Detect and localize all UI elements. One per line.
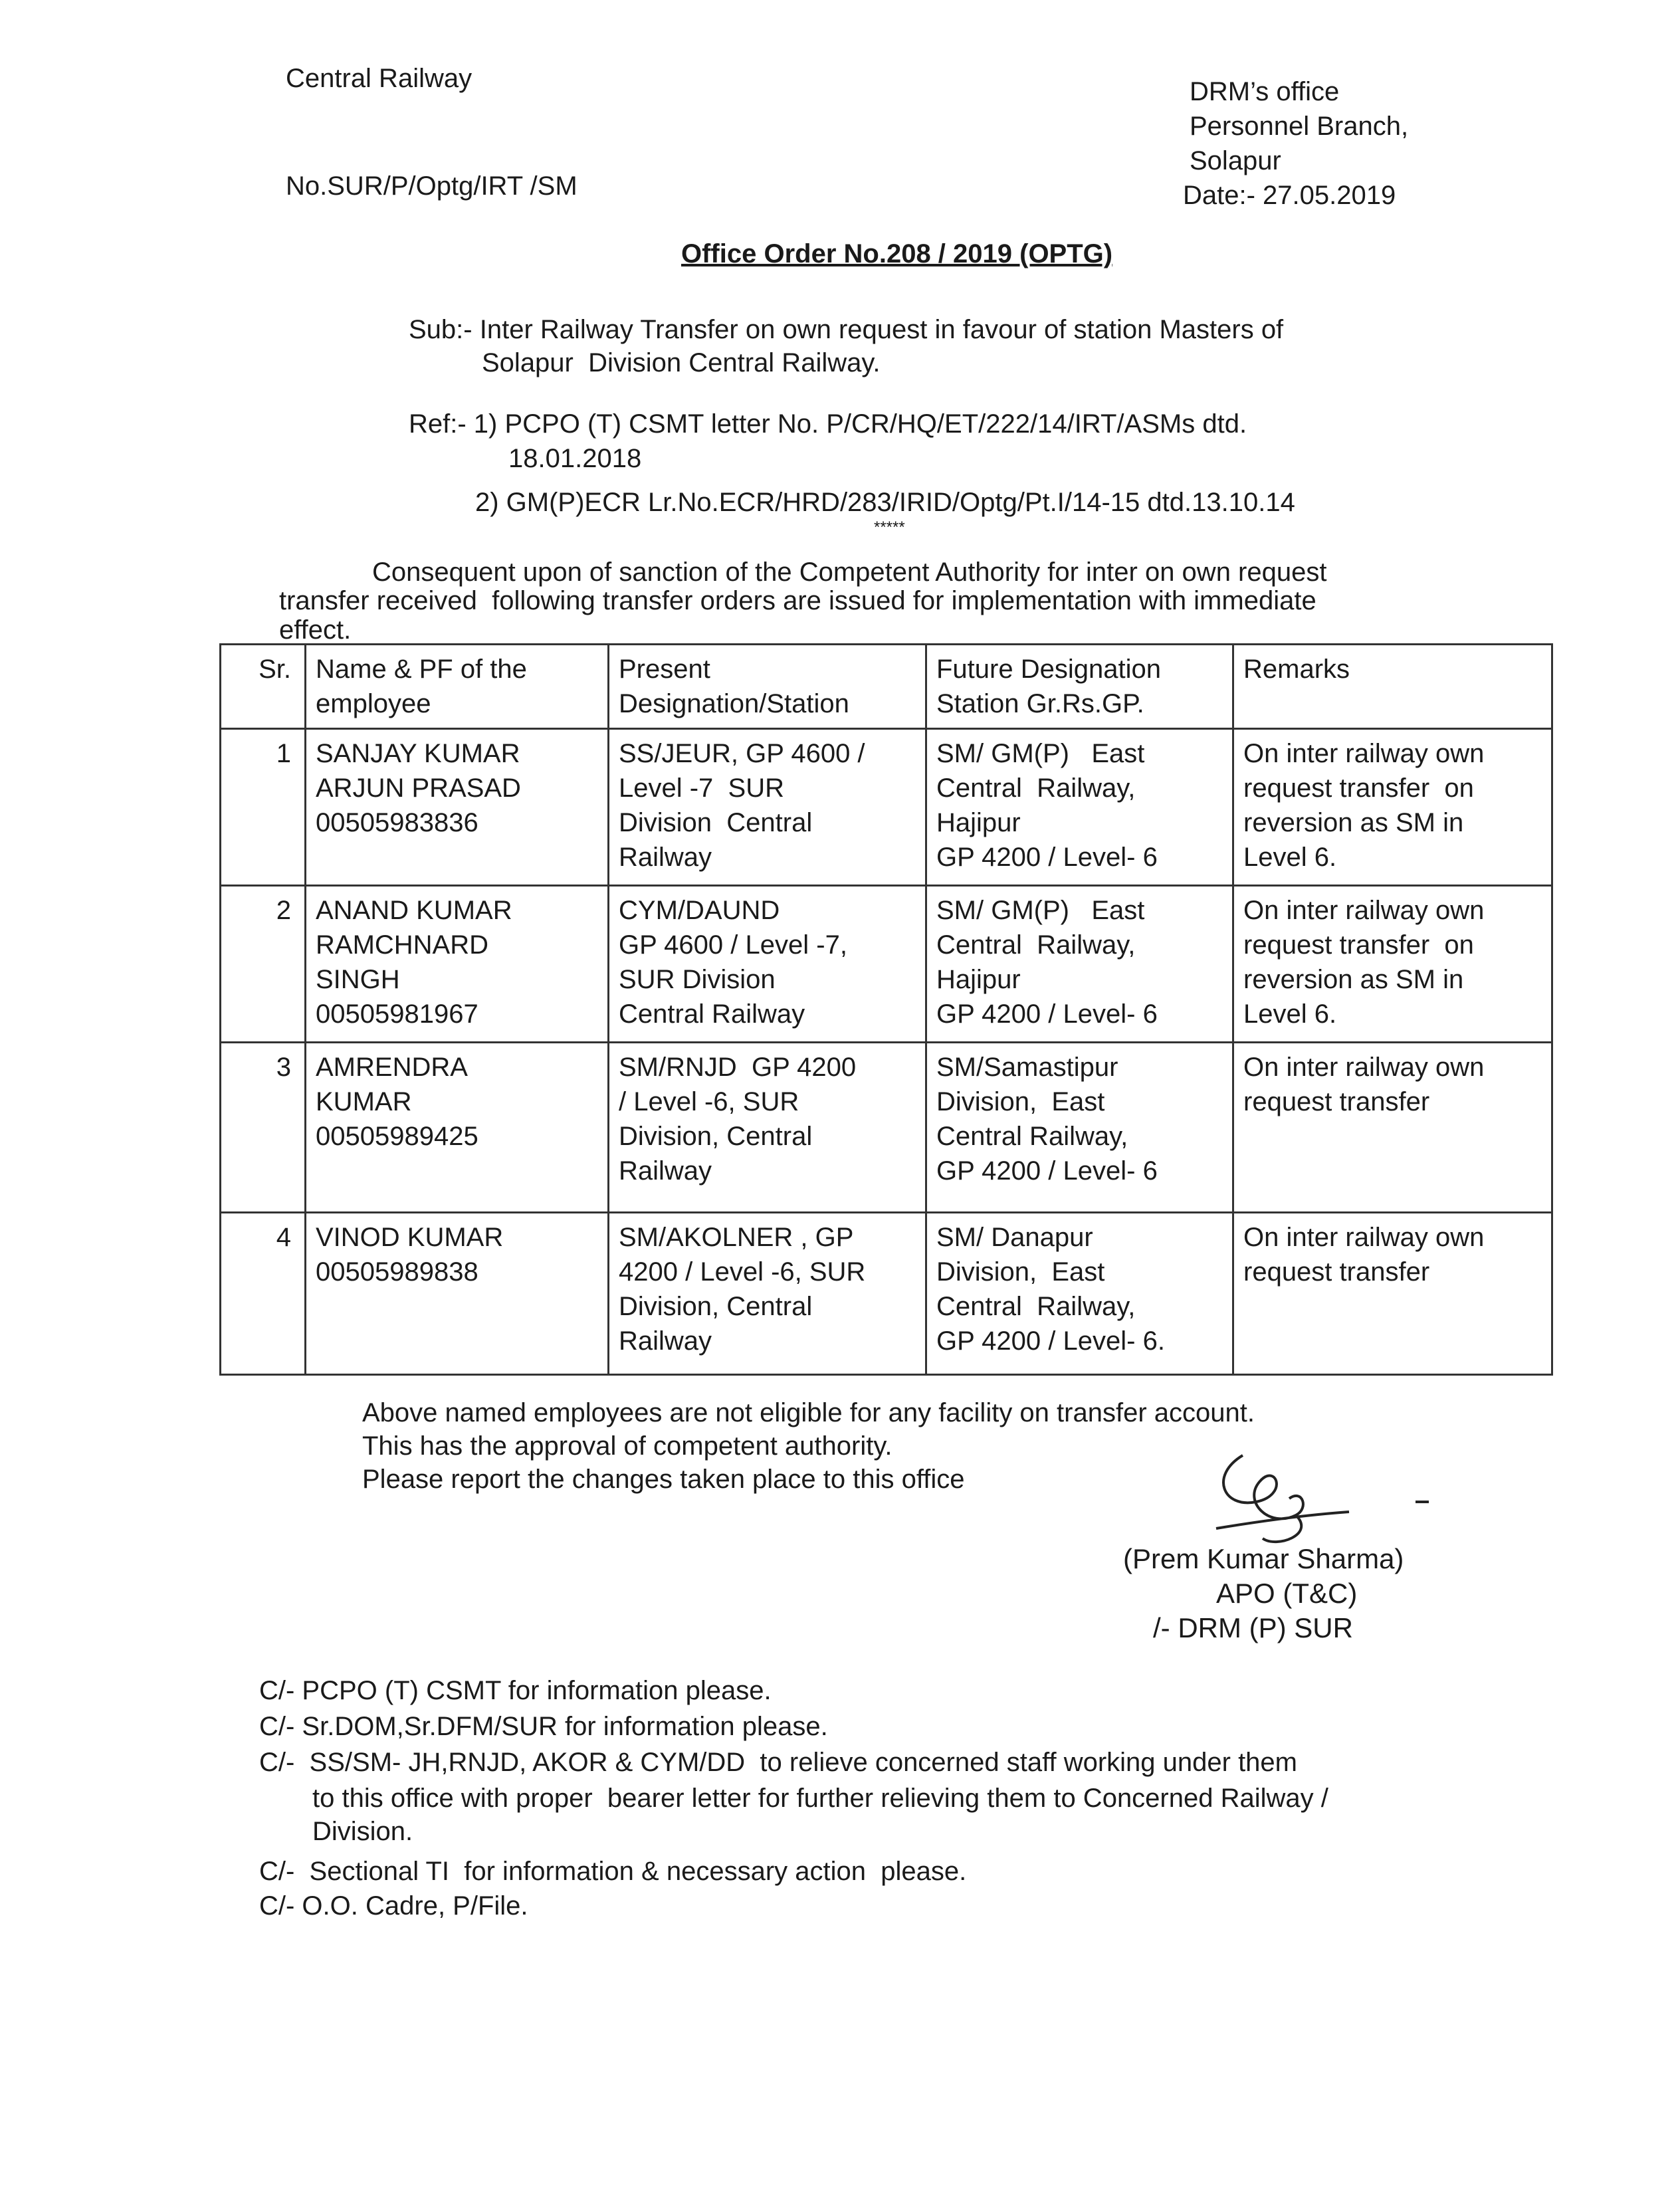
copy-line-4: C/- Sectional TI for information & necessary action please. [259,1857,967,1886]
note-line-3: Please report the changes taken place to this office [362,1465,965,1494]
note-line-2: This has the approval of competent authority. [362,1431,892,1461]
separator-stars: ***** [874,518,905,536]
cell-present: SS/JEUR, GP 4600 / Level -7 SUR Division Central Railway [609,729,926,886]
signatory-designation: APO (T&C) [1216,1578,1358,1609]
office-order-title: Office Order No.208 / 2019 (OPTG) [681,239,1113,268]
cell-future: SM/ Danapur Division, East Central Railway, GP 4200 / Level- 6. [926,1213,1233,1375]
subject-line-1: Sub:- Inter Railway Transfer on own request in favour of station Masters of [409,315,1284,344]
cell-remarks: On inter railway own request transfer on reversion as SM in Level 6. [1233,886,1552,1043]
cell-future: SM/Samastipur Division, East Central Railway, GP 4200 / Level- 6 [926,1043,1233,1213]
table-row [221,1213,1552,1375]
office-line-3: Solapur [1190,146,1281,175]
table-header-row [221,645,1552,729]
cell-name: VINOD KUMAR 00505989838 [306,1213,609,1375]
cell-present: CYM/DAUND GP 4600 / Level -7, SUR Division Central Railway [609,886,926,1043]
cell-present: SM/RNJD GP 4200 / Level -6, SUR Division, Central Railway [609,1043,926,1213]
signatory-name: (Prem Kumar Sharma) [1123,1543,1404,1574]
cell-name: SANJAY KUMAR ARJUN PRASAD 00505983836 [306,729,609,886]
cell-future: SM/ GM(P) East Central Railway, Hajipur GP 4200 / Level- 6 [926,729,1233,886]
col-header-future: Future Designation Station Gr.Rs.GP. [926,645,1233,729]
col-header-remarks: Remarks [1233,645,1552,729]
signature-mark [1196,1449,1435,1555]
order-date: Date:- 27.05.2019 [1183,181,1396,210]
office-line-1: DRM’s office [1190,77,1340,106]
col-header-present: Present Designation/Station [609,645,926,729]
office-line-2: Personnel Branch, [1190,112,1409,141]
cell-remarks: On inter railway own request transfer [1233,1043,1552,1213]
cell-future: SM/ GM(P) East Central Railway, Hajipur GP 4200 / Level- 6 [926,886,1233,1043]
table-row [221,729,1552,886]
transfer-table [219,643,1553,1376]
copy-line-3-cont-2: Division. [312,1817,413,1846]
cell-remarks: On inter railway own request transfer on reversion as SM in Level 6. [1233,729,1552,886]
cell-present: SM/AKOLNER , GP 4200 / Level -6, SUR Division, Central Railway [609,1213,926,1375]
intro-line-1: Consequent upon of sanction of the Competent Authority for inter on own request [372,558,1327,587]
cell-remarks: On inter railway own request transfer [1233,1213,1552,1375]
cell-sr: 4 [221,1213,306,1375]
signatory-for: /- DRM (P) SUR [1153,1612,1353,1643]
cell-sr: 2 [221,886,306,1043]
intro-line-2: transfer received following transfer orders are issued for implementation with immediate [279,586,1316,615]
copy-line-5: C/- O.O. Cadre, P/File. [259,1891,528,1921]
col-header-sr: Sr. [221,645,306,729]
intro-line-3: effect. [279,615,352,645]
col-header-name: Name & PF of the employee [306,645,609,729]
subject-line-2: Solapur Division Central Railway. [482,348,881,377]
cell-sr: 1 [221,729,306,886]
copy-line-2: C/- Sr.DOM,Sr.DFM/SUR for information please. [259,1712,828,1741]
reference-line-3: 2) GM(P)ECR Lr.No.ECR/HRD/283/IRID/Optg/Pt.I/14-15 dtd.13.10.14 [475,488,1295,517]
copy-line-1: C/- PCPO (T) CSMT for information please. [259,1676,772,1705]
note-line-1: Above named employees are not eligible for any facility on transfer account. [362,1398,1255,1427]
copy-line-3-cont-1: to this office with proper bearer letter for further relieving them to Concerned Railway / [312,1784,1328,1813]
copy-line-3: C/- SS/SM- JH,RNJD, AKOR & CYM/DD to relieve concerned staff working under them [259,1748,1297,1777]
org-name: Central Railway [286,64,472,93]
reference-number: No.SUR/P/Optg/IRT /SM [286,171,578,201]
cell-name: AMRENDRA KUMAR 00505989425 [306,1043,609,1213]
reference-line-1: Ref:- 1) PCPO (T) CSMT letter No. P/CR/HQ/ET/222/14/IRT/ASMs dtd. [409,409,1247,439]
cell-sr: 3 [221,1043,306,1213]
cell-name: ANAND KUMAR RAMCHNARD SINGH 00505981967 [306,886,609,1043]
table-row [221,1043,1552,1213]
reference-line-2: 18.01.2018 [508,444,642,473]
table-row [221,886,1552,1043]
